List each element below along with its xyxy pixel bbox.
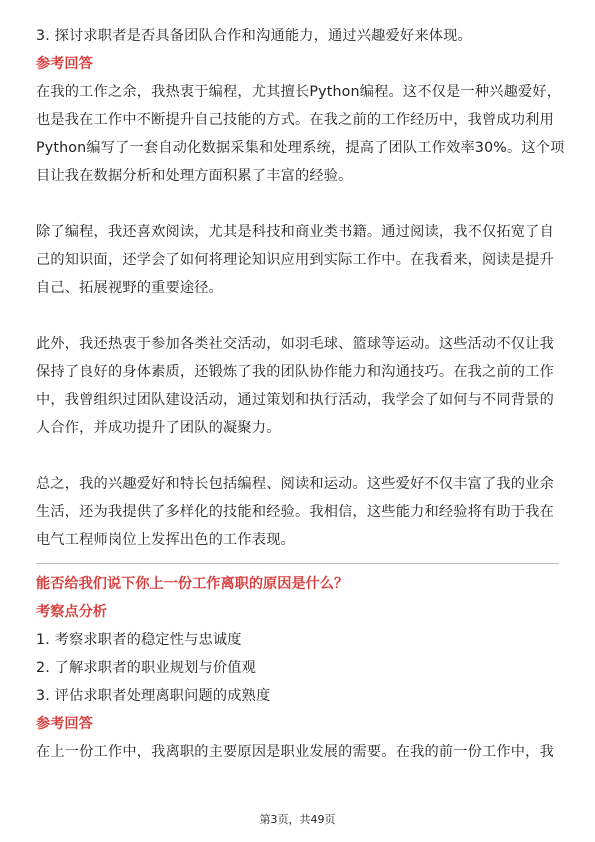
analysis-item: 3. 评估求职者处理离职问题的成熟度 — [36, 688, 271, 704]
section-divider — [36, 563, 559, 564]
page-number: 第3页，共49页 — [259, 813, 336, 826]
paragraph-gap — [36, 442, 559, 470]
answer-paragraph-3 — [36, 330, 559, 442]
answer-paragraph-1 — [36, 78, 565, 190]
answer-first-line: 在上一份工作中，我离职的主要原因是职业发展的需要。在我的前一份工作中，我 — [36, 744, 554, 760]
paragraph-line: 总之，我的兴趣爱好和特长包括编程、阅读和运动。这些爱好不仅丰富了我的业余 — [36, 476, 554, 492]
interview-question: 能否给我们说下你上一份工作离职的原因是什么？ — [36, 576, 349, 592]
reference-answer-label: 参考回答 — [36, 56, 93, 72]
analysis-list — [36, 626, 559, 710]
paragraph-line: 此外，我还热衷于参加各类社交活动，如羽毛球、篮球等运动。这些活动不仅让我 — [36, 336, 554, 352]
paragraph-gap — [36, 190, 559, 218]
paragraph-line: 也是我在工作中不断提升自己技能的方式。在我之前的工作经历中，我曾成功利用 — [36, 112, 554, 128]
answer-paragraph-2 — [36, 218, 559, 302]
paragraph-line: 人合作，并成功提升了团队的凝聚力。 — [36, 420, 281, 436]
analysis-item: 2. 了解求职者的职业规划与价值观 — [36, 660, 257, 676]
reference-answer-label: 参考回答 — [36, 716, 93, 732]
paragraph-line: 保持了良好的身体素质，还锻炼了我的团队协作能力和沟通技巧。在我之前的工作 — [36, 364, 554, 380]
paragraph-line: 电气工程师岗位上发挥出色的工作表现。 — [36, 532, 295, 548]
paragraph-line: 己的知识面，还学会了如何将理论知识应用到实际工作中。在我看来，阅读是提升 — [36, 252, 554, 268]
paragraph-line: 生活，还为我提供了多样化的技能和经验。我相信，这些能力和经验将有助于我在 — [36, 504, 554, 520]
paragraph-line: 自己、拓展视野的重要途径。 — [36, 280, 224, 296]
document-page — [36, 22, 565, 766]
paragraph-line: 目让我在数据分析和处理方面积累了丰富的经验。 — [36, 168, 353, 184]
analysis-item-3: 3. 探讨求职者是否具备团队合作和沟通能力，通过兴趣爱好来体现。 — [36, 28, 472, 44]
analysis-label: 考察点分析 — [36, 604, 107, 620]
answer-paragraph-4 — [36, 470, 559, 554]
paragraph-line: 中，我曾组织过团队建设活动，通过策划和执行活动，我学会了如何与不同背景的 — [36, 392, 554, 408]
paragraph-line: Python编写了一套自动化数据采集和处理系统，提高了团队工作效率30%。这个项 — [36, 140, 565, 156]
analysis-item: 1. 考察求职者的稳定性与忠诚度 — [36, 632, 242, 648]
paragraph-line: 在我的工作之余，我热衷于编程，尤其擅长Python编程。这不仅是一种兴趣爱好， — [36, 84, 562, 100]
paragraph-line: 除了编程，我还喜欢阅读，尤其是科技和商业类书籍。通过阅读，我不仅拓宽了自 — [36, 224, 554, 240]
paragraph-gap — [36, 302, 559, 330]
